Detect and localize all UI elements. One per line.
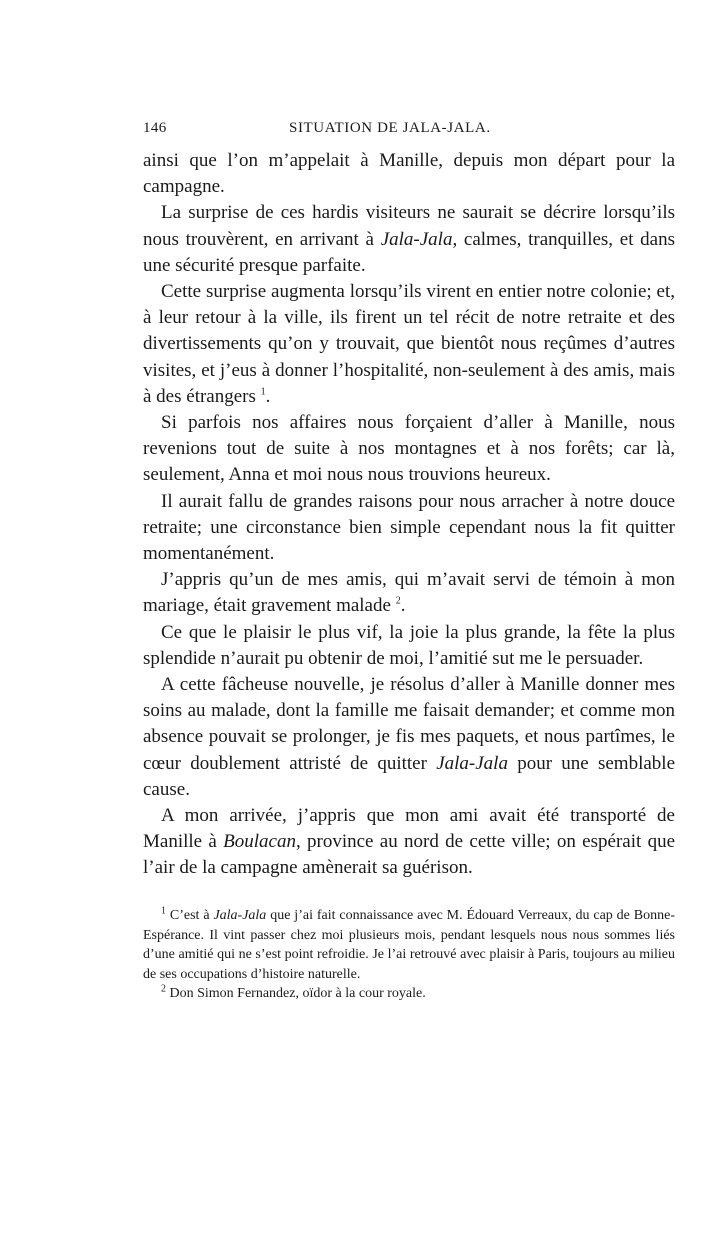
paragraph-text: , province au nord de cette ville; on espérait que l’air de la campagne amènerait sa guérison.: [143, 831, 675, 879]
paragraph: [143, 200, 675, 279]
paragraph-text: .: [265, 385, 271, 407]
place-name-italic: Boulacan: [223, 831, 296, 853]
paragraph: [143, 672, 675, 803]
paragraph-text: Ce que le plaisir le plus vif, la joie la plus grande, la fête la plus splendide n’aurait pu obtenir de moi, l’amitié sut me le persuader.: [143, 621, 675, 669]
running-header: [143, 120, 675, 142]
paragraph: [143, 279, 675, 410]
paragraph-text: La surprise de ces hardis visiteurs ne saurait se décrire lorsqu’ils nous trouvèrent, en arrivant à: [143, 202, 675, 250]
paragraph-text: Si parfois nos affaires nous forçaient d’aller à Manille, nous revenions tout de suite à nos montagnes et à nos forêts; car là, seulement, Anna et moi nous nous trouvions heureux.: [143, 412, 675, 486]
footnote-number: 2: [161, 983, 166, 995]
paragraph: [143, 803, 675, 882]
footnote-text: que j’ai fait connaissance avec M. Édouard Verreaux, du cap de Bonne-Espérance. Il vint passer chez moi plusieurs mois, pendant lesquels nous nous sommes liés d’une amitié qui ne s’est point refroidie. Je l’ai retrouvé avec plaisir à Paris, toujours au milieu de ses occupations d’histoire naturelle.: [143, 908, 675, 982]
paragraph-text: Il aurait fallu de grandes raisons pour nous arracher à notre douce retraite; une circonstance bien simple cependant nous la fit quitter momentanément.: [143, 490, 675, 565]
footnote-text: C’est à: [166, 908, 214, 923]
footnote: [143, 984, 675, 1004]
place-name-italic: Jala-Jala: [436, 752, 508, 774]
paragraph: [143, 620, 675, 672]
place-name-italic: Jala-Jala: [380, 228, 453, 250]
footnote-number: 1: [161, 905, 166, 917]
paragraph-text: .: [400, 595, 406, 617]
footnotes: [143, 906, 675, 1004]
main-text: [143, 148, 675, 882]
running-title: SITUATION DE JALA-JALA.: [289, 120, 491, 136]
paragraph: [143, 567, 675, 619]
footnote: [143, 906, 675, 984]
paragraph-text: A cette fâcheuse nouvelle, je résolus d’aller à Manille donner mes soins au malade, dont la famille me faisait demander; et comme mon absence pouvait se prolonger, je fis mes paquets, et nous partîmes, le cœur doublement attristé de quitter: [143, 674, 675, 774]
paragraph-text: pour une semblable cause.: [143, 752, 675, 800]
paragraph-text: ainsi que l’on m’appelait à Manille, depuis mon départ pour la campagne.: [143, 150, 675, 198]
footnote-ref: 2: [395, 596, 401, 608]
place-name-italic: Jala-Jala: [213, 908, 267, 923]
paragraph-text: Cette surprise augmenta lorsqu’ils virent en entier notre colonie; et, à leur retour à la ville, ils firent un tel récit de notre retraite et des divertissements qu’on y trouvait, que bientôt nous reçûmes d’autres visites, et j’eus à donner l’hospitalité, non-seulement à des amis, mais à des étrangers: [143, 281, 675, 407]
paragraph: [143, 410, 675, 489]
paragraph: [143, 489, 675, 568]
paragraph: [143, 148, 675, 200]
paragraph-text: A mon arrivée, j’appris que mon ami avait été transporté de Manille à: [143, 805, 675, 853]
footnote-ref: 1: [260, 386, 266, 398]
paragraph-text: J’appris qu’un de mes amis, qui m’avait servi de témoin à mon mariage, était gravement malade: [143, 569, 675, 617]
page-number: 146: [143, 120, 167, 136]
footnote-text: Don Simon Fernandez, oïdor à la cour royale.: [166, 986, 426, 1002]
paragraph-text: , calmes, tranquilles, et dans une sécurité presque parfaite.: [143, 228, 676, 276]
